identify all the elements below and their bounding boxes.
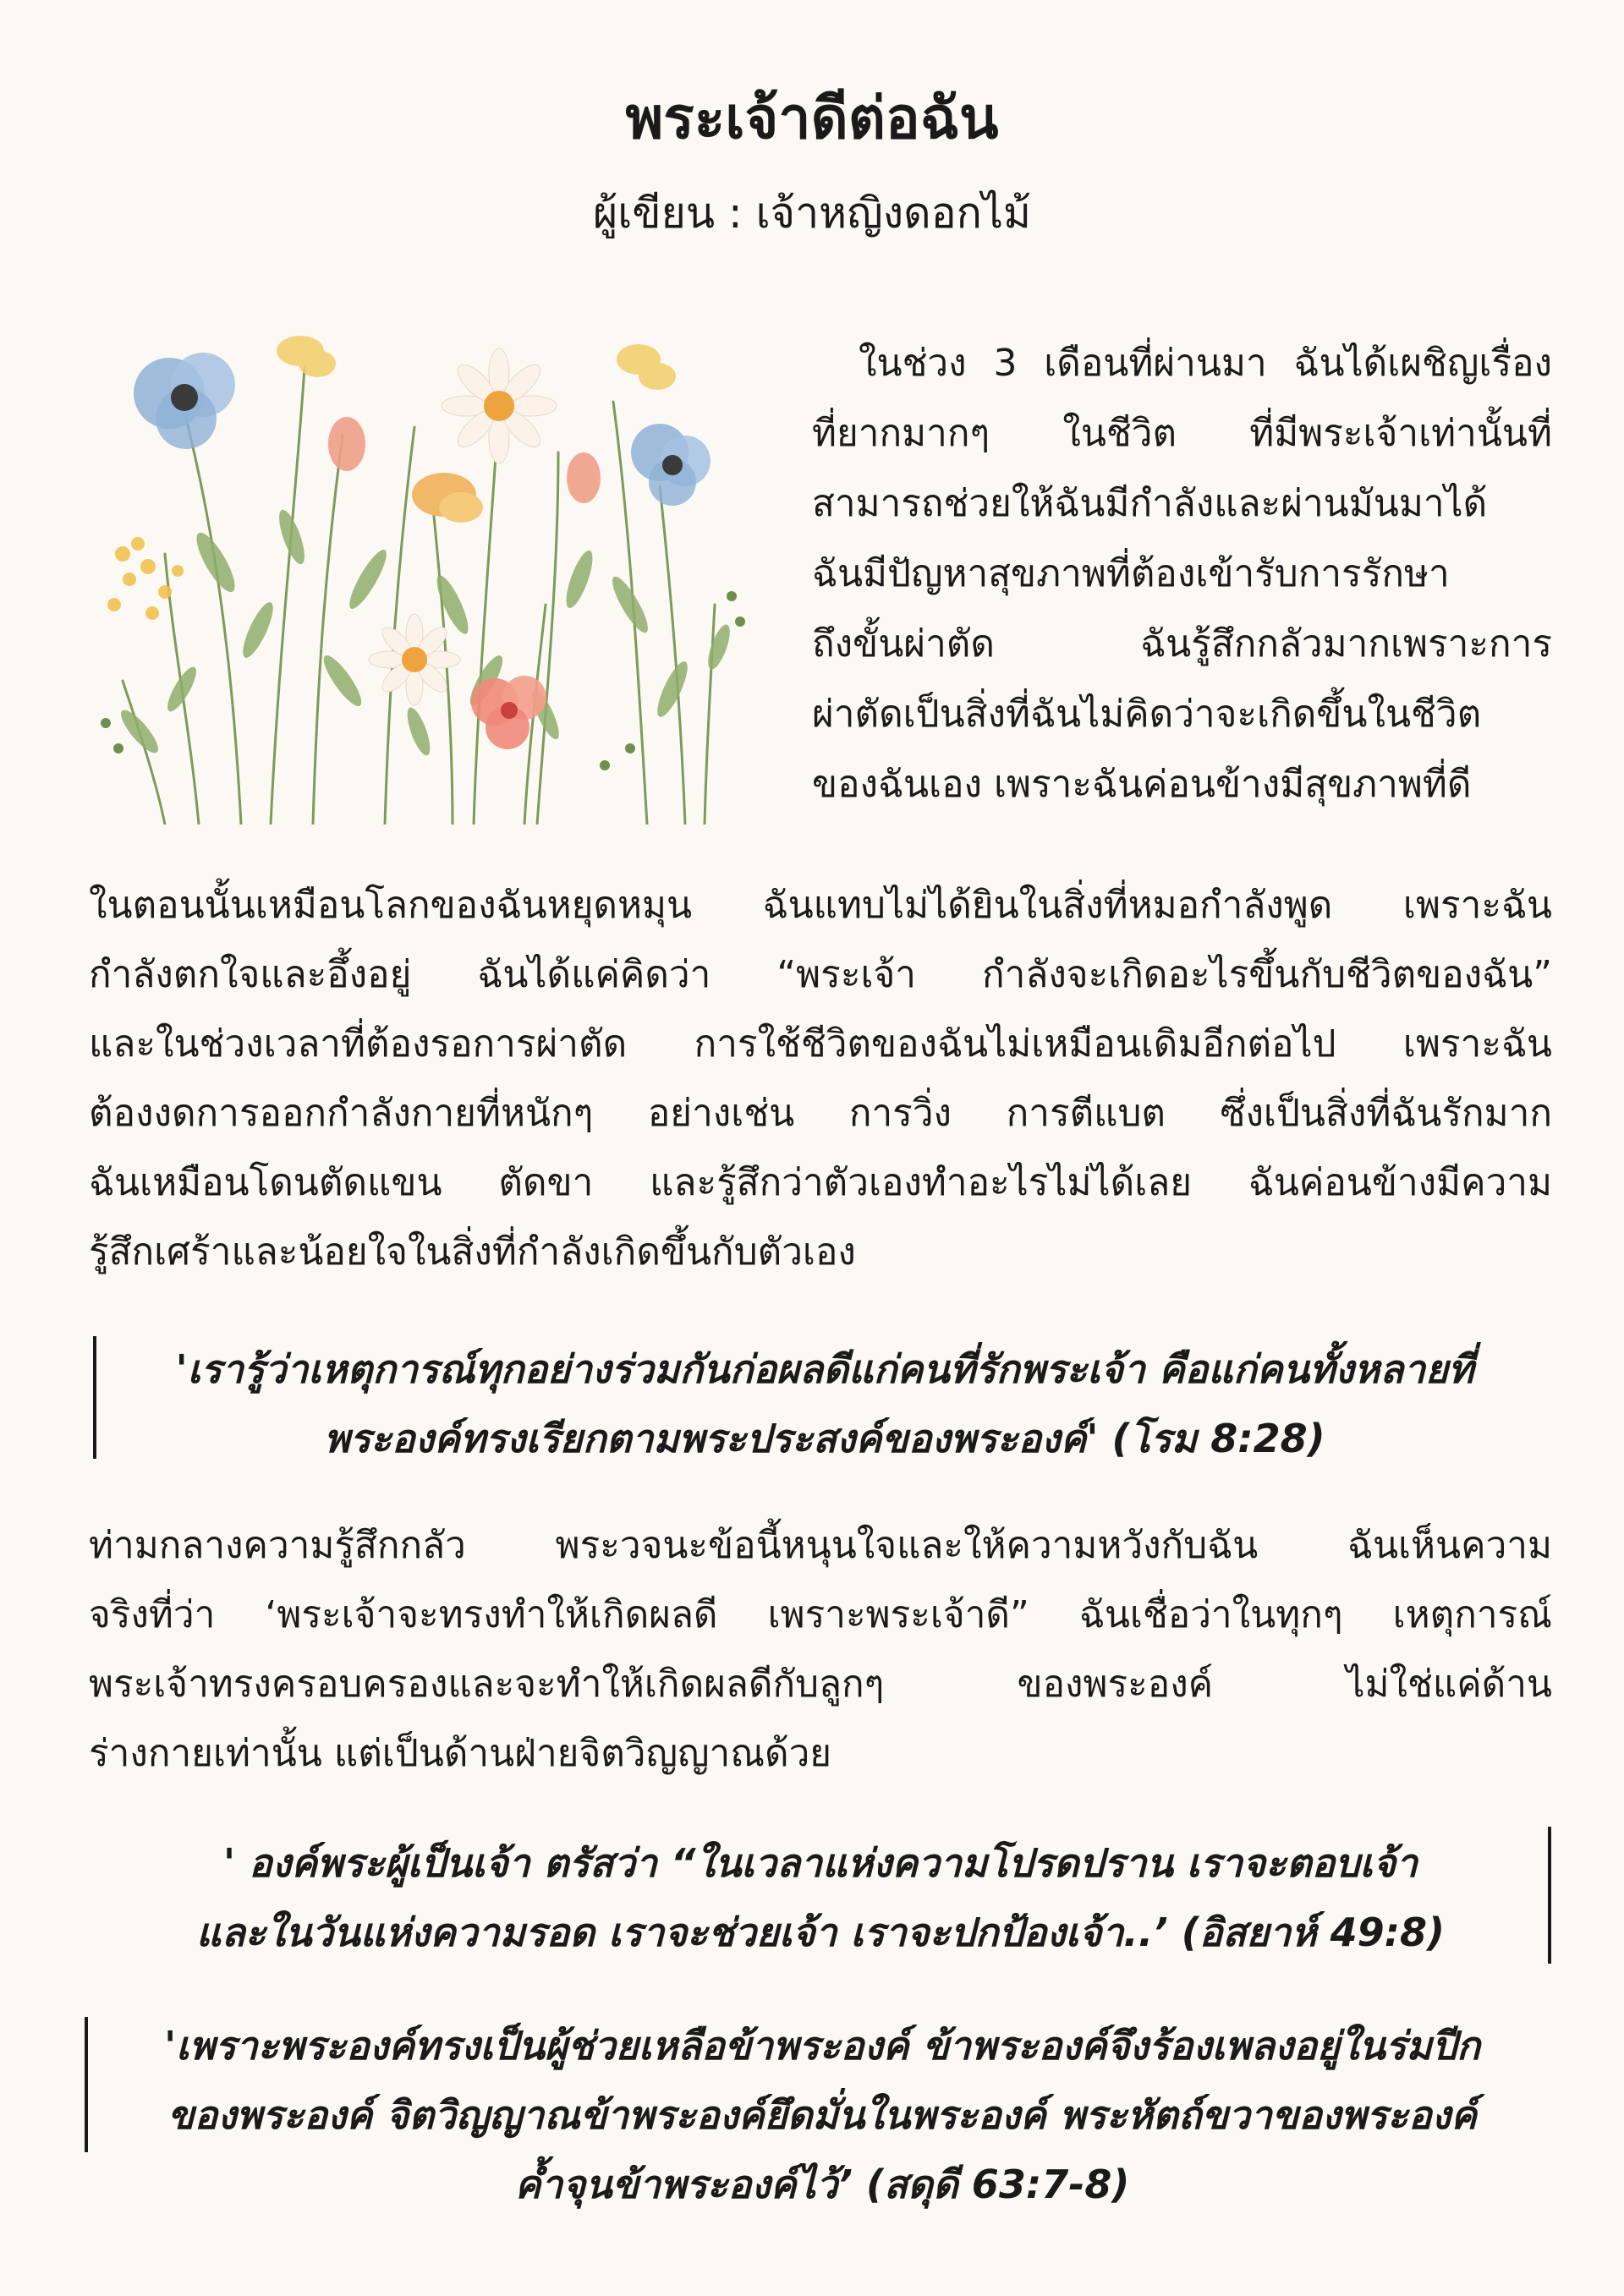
text-line: ของฉันเอง เพราะฉันค่อนข้างมีสุขภาพที่ดี <box>812 763 1472 806</box>
bible-quote-isaiah <box>110 1828 1531 1967</box>
quote-line: ของพระองค์ จิตวิญญาณข้าพระองค์ยึดมั่นในพระองค์ พระหัตถ์ขวาของพระองค์ <box>167 2092 1477 2138</box>
intro-paragraph <box>812 328 1552 819</box>
page-title: พระเจ้าดีต่อฉัน <box>625 85 999 152</box>
text-line: และในช่วงเวลาที่ต้องรอการผ่าตัด การใช้ชีวิตของฉันไม่เหมือนเดิมอีกต่อไป เพราะฉัน <box>89 1022 1552 1066</box>
text-line: ท่ามกลางความรู้สึกกลัว พระวจนะข้อนี้หนุนใจและให้ความหวังกับฉัน ฉันเห็นความ <box>89 1524 1552 1567</box>
text-line: ที่ยากมากๆ ในชีวิต ที่มีพระเจ้าเท่านั้นที่ <box>812 412 1552 455</box>
quote-line: และในวันแห่งความรอด เราจะช่วยเจ้า เราจะปกป้องเจ้า..’ (อิสยาห์ 49:8) <box>195 1910 1446 1955</box>
text-line: สามารถช่วยให้ฉันมีกำลังและผ่านมันมาได้ <box>812 482 1488 525</box>
quote-line: 'เรารู้ว่าเหตุการณ์ทุกอย่างร่วมกันก่อผลดีแก่คนที่รักพระเจ้า คือแก่คนทั้งหลายที่ <box>175 1346 1474 1392</box>
text-line: จริงที่ว่า ‘พระเจ้าจะทรงทำให้เกิดผลดี เพราะพระเจ้าดี” ฉันเชื่อว่าในทุกๆ เหตุการณ์ <box>89 1593 1552 1636</box>
quote-line: 'เพราะพระองค์ทรงเป็นผู้ช่วยเหลือข้าพระองค์ ข้าพระองค์จึงร้องเพลงอยู่ในร่มปีก <box>164 2023 1480 2069</box>
quote-line: พระองค์ทรงเรียกตามพระประสงค์ของพระองค์' (โรม 8:28) <box>324 1416 1325 1461</box>
quote-bar <box>85 2017 88 2152</box>
text-line: ร่างกายเท่านั้น แต่เป็นด้านฝ่ายจิตวิญญาณด้วย <box>89 1732 832 1775</box>
watercolor-wildflowers-illustration <box>89 326 749 825</box>
text-line: ถึงขั้นผ่าตัด ฉันรู้สึกกลัวมากเพราะการ <box>812 622 1552 666</box>
text-line: ในช่วง 3 เดือนที่ผ่านมา ฉันได้เผชิญเรื่อง <box>859 342 1552 385</box>
text-line: ผ่าตัดเป็นสิ่งที่ฉันไม่คิดว่าจะเกิดขึ้นในชีวิต <box>812 693 1482 736</box>
text-line: พระเจ้าทรงครอบครองและจะทำให้เกิดผลดีกับลูกๆ ของพระองค์ ไม่ใช่แค่ด้าน <box>89 1663 1552 1706</box>
quote-bar <box>1548 1827 1551 1964</box>
body-paragraph-1 <box>89 871 1552 1287</box>
author-line: ผู้เขียน : เจ้าหญิงดอกไม้ <box>593 189 1031 238</box>
text-line: ฉันเหมือนโดนตัดแขน ตัดขา และรู้สึกว่าตัวเองทำอะไรไม่ได้เลย ฉันค่อนข้างมีความ <box>89 1161 1552 1204</box>
quote-bar <box>93 1336 96 1459</box>
text-line: ฉันมีปัญหาสุขภาพที่ต้องเข้ารับการรักษา <box>812 552 1450 595</box>
text-line: ต้องงดการออกกำลังกายที่หนักๆ อย่างเช่น การวิ่ง การตีแบต ซึ่งเป็นสิ่งที่ฉันรักมาก <box>89 1092 1552 1135</box>
text-line: กำลังตกใจและอึ้งอยู่ ฉันได้แค่คิดว่า “พระเจ้า กำลังจะเกิดอะไรขึ้นกับชีวิตของฉัน” <box>89 953 1552 996</box>
body-paragraph-2 <box>89 1511 1552 1789</box>
text-line: ในตอนนั้นเหมือนโลกของฉันหยุดหมุน ฉันแทบไม่ได้ยินในสิ่งที่หมอกำลังพูด เพราะฉัน <box>89 884 1552 927</box>
text-line: รู้สึกเศร้าและน้อยใจในสิ่งที่กำลังเกิดขึ้นกับตัวเอง <box>89 1230 856 1274</box>
quote-line: ' องค์พระผู้เป็นเจ้า ตรัสว่า “ในเวลาแห่งความโปรดปราน เราจะตอบเจ้า <box>223 1840 1418 1886</box>
bible-quote-romans <box>110 1334 1539 1473</box>
bible-quote-psalm <box>95 2011 1550 2219</box>
quote-line: ค้ำจุนข้าพระองค์ไว้’ (สดุดี 63:7-8) <box>514 2162 1130 2207</box>
